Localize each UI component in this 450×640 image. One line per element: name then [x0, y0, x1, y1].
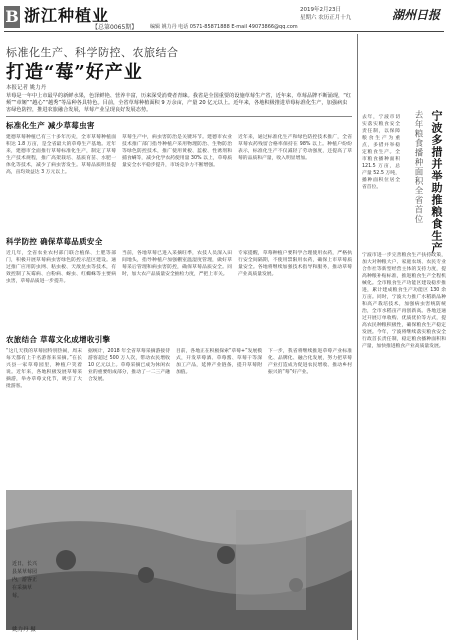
- article-lead: 草莓是一年中上市最早的新鲜水果，色泽鲜艳、营养丰富，历来深受消费者青睐。我省是全国重要的设施草莓生产省，近年来，草莓品牌不断涌现，“红颊”“章姬”“越心”“越秀”等品种各具特色。目前，全省草莓种植面积 9 万余亩，产量 20 亿元以上。近年来，各地积极推进草莓标准化生产，加强病虫害绿色防控，推进农旅融合发展，草莓产业呈现良好发展态势。: [6, 93, 352, 113]
- section-3-col-2: 据统计，2018 年全省草莓采摘游接待游客超过 500 万人次，带动农民增收 10 亿元以上。草莓采摘已成为休闲农业的重要组成部分，推动了一二三产融合发展。: [88, 349, 170, 382]
- photo-image: [6, 490, 352, 630]
- section-3-col-1: “这几天我的草莓园特别热闹，周末每天都有上千名游客来采摘。”在长兴县一家草莓园里，种植户笑着说。近年来，各地积极发展草莓采摘游，举办草莓文化节，吸引了大批游客。: [6, 349, 82, 389]
- section-3-col-4: 下一步，我省将继续推进草莓产业标准化、品牌化、融合化发展，努力把草莓产业打造成为促进农民增收、推动乡村振兴的“莓”好产业。: [268, 349, 352, 375]
- section-3-col-3: 目前，各地正在积极探索“草莓+”发展模式，开发草莓酒、草莓酱、草莓干等深加工产品，延伸产业链条，提升草莓附加值。: [176, 349, 262, 375]
- column-divider: [357, 34, 358, 640]
- sidebar-lead: 去年，宁波市切实落实粮食安全责任制，以保障粮食生产为重点，多措并举稳定粮食生产。全市粮食播种面积 121.5 万亩，总产量 52.5 万吨，播种面积位居全省首位。: [362, 115, 400, 190]
- section-1-col-2: 草莓生产中，病虫害防治是关键环节。建德市农业技术推广部门指导种植户采用物理防治、生物防治等绿色防控技术，推广使用黄板、蓝板、性诱剂和捕食螨等，减少化学农药使用量 30% 以上，草莓质量安全水平稳步提升，市场竞争力不断增强。: [122, 135, 232, 168]
- header-rule: [4, 31, 444, 32]
- section-2-title: 科学防控 确保草莓品质安全: [6, 237, 103, 246]
- article-byline: 本报记者 姚力丹: [6, 85, 47, 91]
- section-title: 浙江种植业: [24, 6, 110, 25]
- issue-number: 【总第0065期】: [92, 24, 138, 31]
- section-1-col-1: 建德草莓种植已有三十多年历史，全市草莓种植面积达 1.8 万亩，是全省最大的草莓生产基地。近年来，建德市全面推行草莓标准化生产，制定了草莓生产技术规程，推广高架栽培、基质育苗、水肥一体化等技术，减少了病虫害发生。草莓品质明显提高，亩均效益达 3 万元以上。: [6, 135, 116, 175]
- date-line: 2019年2月23日: [300, 7, 341, 13]
- sidebar-body: 宁波市进一步完善粮食生产扶持政策，加大对种粮大户、家庭农场、农民专业合作社等新型经营主体的支持力度，提高种粮补贴标准，推进粮食生产全程机械化。全市粮食生产功能区建设稳步推进，累计建成粮食生产功能区 130 余万亩。同时，宁波大力推广水稻新品种和高产栽培技术，加强病虫害统防统治，全市水稻亩产再创新高。各地还通过开展订单收购、优质优价等方式，提高农民种粮积极性，确保粮食生产稳定发展。今年，宁波将继续落实粮食安全行政首长责任制，稳定粮食播种面积和产量，加快推进粮食产业高质量发展。: [362, 253, 446, 349]
- strawberry-photo: [6, 490, 352, 630]
- section-2-col-3: 专家提醒，草莓种植户要科学合理使用农药，严格执行安全间隔期，不使用禁限用农药，确保上市草莓质量安全。各地将继续加强技术指导和服务，推动草莓产业高质量发展。: [238, 251, 352, 277]
- section-rule: [6, 116, 352, 117]
- editor-meta: 编辑 姚力丹 电话 0571-85871888 E-mail 49073866@qq.com: [150, 24, 298, 30]
- section-letter: B: [5, 7, 19, 26]
- weekday-line: 星期六 农历正月十九: [300, 15, 352, 21]
- section-1-title: 标准化生产 减少草莓虫害: [6, 121, 95, 130]
- sidebar-title: 宁波多措并举助推粮食生产: [430, 110, 443, 254]
- section-2-col-1: 近几年，全省农业农村部门联合植保、土肥等部门，积极开展草莓病虫害绿色防控示范区建设。通过推广应用防虫网、粘虫板、天敌昆虫等技术，有效控制了灰霉病、白粉病、蚜虫、红蜘蛛等主要病虫害，草莓品质进一步提升。: [6, 251, 116, 284]
- section-1-col-3: 近年来，通过标准化生产和绿色防控技术推广，全省草莓农药残留合格率保持在 98% 以上。种植户纷纷表示，标准化生产不仅减轻了劳动强度，还提高了草莓的品质和产量，收入明显增加。: [238, 135, 352, 161]
- photo-credit: 姚力丹 摄: [12, 627, 36, 633]
- article-subhead: 标准化生产、科学防控、农旅结合: [6, 46, 179, 59]
- sidebar-subtitle: 去年粮食播种面积全省首位: [413, 110, 423, 224]
- photo-caption: 近日，长兴县某草莓园内，游客正在采摘草莓。: [12, 561, 38, 599]
- article-headline: 打造“莓”好产业: [6, 62, 143, 83]
- newspaper-logo: 湖州日报: [391, 8, 440, 22]
- section-2-col-2: 当前，各地草莓已进入采摘旺季，农技人员深入田间地头，指导种植户加强棚室温湿度管理，做好草莓采后管理和病虫害防控，确保草莓品质安全。同时，加大农产品质量安全抽检力度，严把上市关。: [122, 251, 232, 277]
- date-block: [300, 6, 351, 22]
- section-3-title: 农旅结合 草莓文化成增收引擎: [6, 335, 111, 344]
